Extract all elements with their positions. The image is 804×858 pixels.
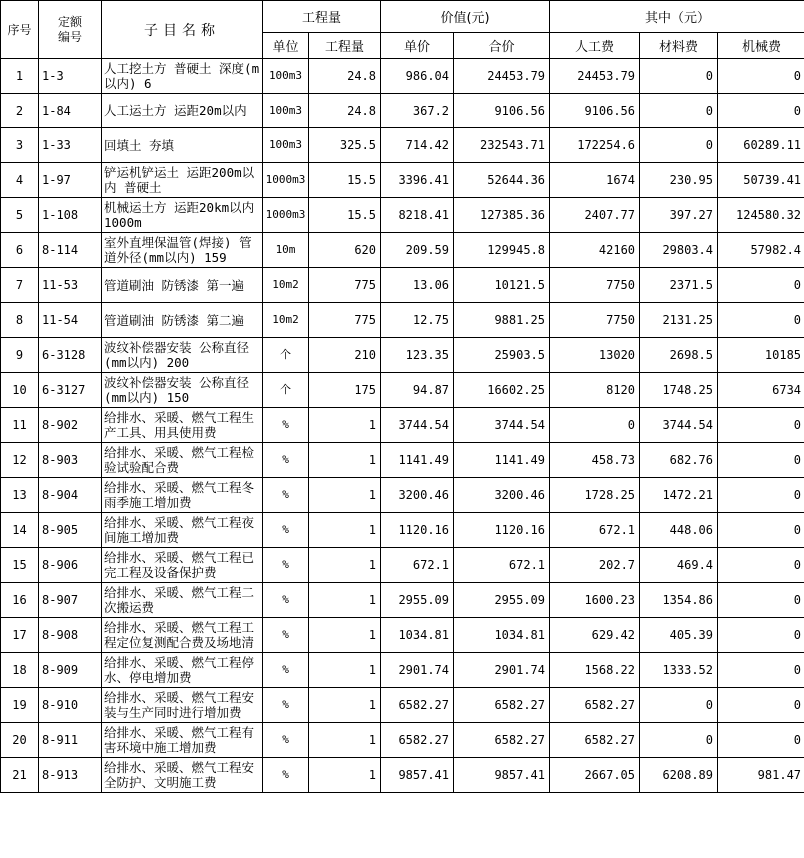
table-row	[1, 338, 804, 373]
row-seq: 7	[1, 268, 39, 303]
row-unit-text: 10m2	[272, 278, 299, 291]
table-row	[1, 408, 804, 443]
row-code: 8-911	[39, 723, 102, 758]
row-code: 8-907	[39, 583, 102, 618]
table-row	[1, 128, 804, 163]
row-unit	[263, 688, 309, 723]
row-labor: 6582.27	[550, 723, 640, 758]
row-item-name-text: 回填土 夯填	[104, 137, 175, 153]
row-code: 8-906	[39, 548, 102, 583]
row-item-name-text: 给排水、采暖、燃气工程安装与生产同时进行增加费	[104, 690, 255, 720]
row-quantity: 1	[309, 513, 381, 548]
row-item-name	[102, 513, 263, 548]
row-code: 8-902	[39, 408, 102, 443]
row-quantity: 210	[309, 338, 381, 373]
table-row	[1, 198, 804, 233]
row-unit-text: %	[282, 593, 289, 606]
row-item-name	[102, 338, 263, 373]
row-quantity: 1	[309, 583, 381, 618]
table-row	[1, 373, 804, 408]
row-labor: 1600.23	[550, 583, 640, 618]
table-row	[1, 443, 804, 478]
header-unit: 单位	[263, 33, 309, 59]
row-labor: 6582.27	[550, 688, 640, 723]
row-unit-text: %	[282, 488, 289, 501]
row-material: 2131.25	[640, 303, 718, 338]
row-item-name-text: 给排水、采暖、燃气工程已完工程及设备保护费	[104, 550, 255, 580]
row-item-name	[102, 618, 263, 653]
row-code: 1-97	[39, 163, 102, 198]
row-unit-price: 367.2	[381, 94, 454, 128]
row-unit	[263, 233, 309, 268]
row-code: 1-3	[39, 59, 102, 94]
row-code: 8-905	[39, 513, 102, 548]
row-unit	[263, 653, 309, 688]
row-seq: 17	[1, 618, 39, 653]
table-row	[1, 548, 804, 583]
row-unit-price: 672.1	[381, 548, 454, 583]
row-machine: 981.47	[718, 758, 804, 793]
row-machine: 0	[718, 583, 804, 618]
row-labor: 13020	[550, 338, 640, 373]
row-item-name	[102, 688, 263, 723]
row-unit-text: %	[282, 418, 289, 431]
table-row	[1, 653, 804, 688]
row-item-name	[102, 548, 263, 583]
row-labor: 629.42	[550, 618, 640, 653]
row-material: 1354.86	[640, 583, 718, 618]
table-row	[1, 688, 804, 723]
row-labor: 2667.05	[550, 758, 640, 793]
row-unit	[263, 758, 309, 793]
row-code: 8-913	[39, 758, 102, 793]
row-seq: 11	[1, 408, 39, 443]
row-seq: 8	[1, 303, 39, 338]
row-quantity: 24.8	[309, 59, 381, 94]
row-machine: 0	[718, 548, 804, 583]
row-total-price: 6582.27	[454, 723, 550, 758]
row-item-name	[102, 653, 263, 688]
row-total-price: 9857.41	[454, 758, 550, 793]
row-unit	[263, 373, 309, 408]
row-seq: 12	[1, 443, 39, 478]
row-total-price: 2955.09	[454, 583, 550, 618]
row-quantity: 325.5	[309, 128, 381, 163]
row-total-price: 232543.71	[454, 128, 550, 163]
row-unit	[263, 723, 309, 758]
row-machine: 0	[718, 303, 804, 338]
row-code: 11-53	[39, 268, 102, 303]
row-material: 682.76	[640, 443, 718, 478]
row-item-name-text: 给排水、采暖、燃气工程冬雨季施工增加费	[104, 480, 255, 510]
header-breakdown-group: 其中（元）	[550, 1, 804, 33]
row-labor: 172254.6	[550, 128, 640, 163]
row-item-name	[102, 233, 263, 268]
row-seq: 4	[1, 163, 39, 198]
header-seq: 序号	[1, 1, 39, 59]
row-machine: 0	[718, 268, 804, 303]
row-unit	[263, 443, 309, 478]
header-labor: 人工费	[550, 33, 640, 59]
row-quantity: 620	[309, 233, 381, 268]
table-row	[1, 723, 804, 758]
row-quantity: 1	[309, 653, 381, 688]
row-machine: 60289.11	[718, 128, 804, 163]
row-unit-price: 94.87	[381, 373, 454, 408]
table-row	[1, 59, 804, 94]
table-row	[1, 758, 804, 793]
header-total-price: 合价	[454, 33, 550, 59]
table-row	[1, 303, 804, 338]
row-code: 8-904	[39, 478, 102, 513]
row-labor: 2407.77	[550, 198, 640, 233]
row-item-name-text: 机械运土方 运距20km以内 1000m	[104, 200, 255, 230]
header-quantity-group: 工程量	[263, 1, 381, 33]
row-total-price: 1141.49	[454, 443, 550, 478]
row-seq: 6	[1, 233, 39, 268]
row-unit	[263, 303, 309, 338]
table-row	[1, 583, 804, 618]
row-quantity: 1	[309, 478, 381, 513]
row-quantity: 1	[309, 723, 381, 758]
row-item-name	[102, 373, 263, 408]
row-labor: 7750	[550, 268, 640, 303]
row-seq: 18	[1, 653, 39, 688]
table-row	[1, 233, 804, 268]
row-labor: 7750	[550, 303, 640, 338]
row-unit	[263, 59, 309, 94]
table-row	[1, 478, 804, 513]
row-item-name-text: 给排水、采暖、燃气工程停水、停电增加费	[104, 655, 255, 685]
row-unit-text: %	[282, 453, 289, 466]
row-code: 8-114	[39, 233, 102, 268]
row-labor: 458.73	[550, 443, 640, 478]
row-material: 0	[640, 94, 718, 128]
row-machine: 6734	[718, 373, 804, 408]
row-unit	[263, 548, 309, 583]
row-machine: 0	[718, 723, 804, 758]
row-code: 1-108	[39, 198, 102, 233]
row-material: 0	[640, 723, 718, 758]
row-material: 1748.25	[640, 373, 718, 408]
row-quantity: 15.5	[309, 163, 381, 198]
row-code: 8-903	[39, 443, 102, 478]
row-material: 29803.4	[640, 233, 718, 268]
row-unit-text: 10m	[275, 243, 296, 256]
row-unit	[263, 94, 309, 128]
table-row	[1, 268, 804, 303]
row-machine: 0	[718, 618, 804, 653]
row-material: 397.27	[640, 198, 718, 233]
row-quantity: 175	[309, 373, 381, 408]
table-row	[1, 163, 804, 198]
row-unit-text: 1000m3	[265, 173, 306, 186]
row-code: 6-3127	[39, 373, 102, 408]
row-item-name-text: 给排水、采暖、燃气工程生产工具、用具使用费	[104, 410, 255, 440]
row-total-price: 24453.79	[454, 59, 550, 94]
row-machine: 0	[718, 513, 804, 548]
header-code-line1: 定额	[57, 14, 82, 29]
row-total-price: 9881.25	[454, 303, 550, 338]
row-unit-text: 100m3	[268, 69, 303, 82]
row-unit-price: 1141.49	[381, 443, 454, 478]
row-unit-price: 3744.54	[381, 408, 454, 443]
row-code: 6-3128	[39, 338, 102, 373]
row-quantity: 1	[309, 548, 381, 583]
row-labor: 1728.25	[550, 478, 640, 513]
row-item-name-text: 室外直埋保温管(焊接) 管道外径(mm以内) 159	[104, 235, 252, 265]
row-labor: 1674	[550, 163, 640, 198]
row-quantity: 1	[309, 443, 381, 478]
row-item-name	[102, 94, 263, 128]
row-item-name	[102, 59, 263, 94]
row-item-name-text: 人工挖土方 普硬土 深度(m以内) 6	[104, 61, 260, 91]
row-item-name	[102, 198, 263, 233]
row-seq: 16	[1, 583, 39, 618]
header-code	[39, 1, 102, 59]
row-item-name-text: 给排水、采暖、燃气工程夜间施工增加费	[104, 515, 255, 545]
row-item-name	[102, 268, 263, 303]
row-labor: 8120	[550, 373, 640, 408]
row-quantity: 1	[309, 688, 381, 723]
row-code: 8-908	[39, 618, 102, 653]
table-row	[1, 94, 804, 128]
row-seq: 3	[1, 128, 39, 163]
header-unit-price: 单价	[381, 33, 454, 59]
row-material: 469.4	[640, 548, 718, 583]
row-seq: 2	[1, 94, 39, 128]
row-material: 1472.21	[640, 478, 718, 513]
row-seq: 15	[1, 548, 39, 583]
row-total-price: 6582.27	[454, 688, 550, 723]
row-unit-price: 209.59	[381, 233, 454, 268]
row-code: 1-33	[39, 128, 102, 163]
row-seq: 13	[1, 478, 39, 513]
row-material: 0	[640, 688, 718, 723]
row-unit-text: %	[282, 768, 289, 781]
row-total-price: 16602.25	[454, 373, 550, 408]
row-material: 6208.89	[640, 758, 718, 793]
row-code: 8-909	[39, 653, 102, 688]
header-code-line2: 编号	[57, 29, 82, 44]
row-labor: 0	[550, 408, 640, 443]
row-item-name	[102, 478, 263, 513]
row-unit-price: 8218.41	[381, 198, 454, 233]
row-unit-text: 个	[280, 383, 291, 396]
row-machine: 0	[718, 478, 804, 513]
row-unit-price: 6582.27	[381, 688, 454, 723]
row-unit-price: 13.06	[381, 268, 454, 303]
row-machine: 57982.4	[718, 233, 804, 268]
row-item-name-text: 管道刷油 防锈漆 第一遍	[104, 277, 245, 293]
row-material: 3744.54	[640, 408, 718, 443]
row-unit-price: 986.04	[381, 59, 454, 94]
row-unit-text: %	[282, 523, 289, 536]
row-unit-text: %	[282, 663, 289, 676]
row-total-price: 672.1	[454, 548, 550, 583]
row-total-price: 9106.56	[454, 94, 550, 128]
row-seq: 5	[1, 198, 39, 233]
row-item-name	[102, 583, 263, 618]
row-unit-text: 100m3	[268, 138, 303, 151]
row-labor: 1568.22	[550, 653, 640, 688]
row-seq: 14	[1, 513, 39, 548]
row-quantity: 1	[309, 758, 381, 793]
row-labor: 42160	[550, 233, 640, 268]
row-unit-text: 1000m3	[265, 208, 306, 221]
row-unit	[263, 408, 309, 443]
row-unit-price: 3396.41	[381, 163, 454, 198]
row-total-price: 10121.5	[454, 268, 550, 303]
row-total-price: 129945.8	[454, 233, 550, 268]
row-item-name-text: 铲运机铲运土 运距200m以内 普硬土	[104, 165, 255, 195]
header-material: 材料费	[640, 33, 718, 59]
row-unit	[263, 338, 309, 373]
row-seq: 20	[1, 723, 39, 758]
row-labor: 24453.79	[550, 59, 640, 94]
row-unit-price: 12.75	[381, 303, 454, 338]
row-item-name-text: 给排水、采暖、燃气工程二次搬运费	[104, 585, 255, 615]
row-unit-price: 6582.27	[381, 723, 454, 758]
header-item-name: 子目名称	[102, 1, 263, 59]
row-item-name-text: 给排水、采暖、燃气工程检验试验配合费	[104, 445, 255, 475]
row-material: 2371.5	[640, 268, 718, 303]
row-machine: 124580.32	[718, 198, 804, 233]
row-total-price: 52644.36	[454, 163, 550, 198]
row-item-name-text: 给排水、采暖、燃气工程安全防护、文明施工费	[104, 760, 255, 790]
row-unit	[263, 198, 309, 233]
row-seq: 1	[1, 59, 39, 94]
table-row	[1, 618, 804, 653]
row-quantity: 1	[309, 408, 381, 443]
row-item-name	[102, 758, 263, 793]
row-machine: 10185	[718, 338, 804, 373]
row-unit-text: 100m3	[268, 103, 303, 117]
row-item-name	[102, 408, 263, 443]
row-quantity: 15.5	[309, 198, 381, 233]
row-item-name-text: 管道刷油 防锈漆 第二遍	[104, 312, 245, 328]
row-item-name	[102, 303, 263, 338]
row-seq: 21	[1, 758, 39, 793]
row-material: 230.95	[640, 163, 718, 198]
row-quantity: 24.8	[309, 94, 381, 128]
row-machine: 50739.41	[718, 163, 804, 198]
row-unit-price: 1034.81	[381, 618, 454, 653]
row-unit	[263, 618, 309, 653]
row-item-name	[102, 128, 263, 163]
row-unit	[263, 513, 309, 548]
row-item-name	[102, 443, 263, 478]
row-unit-price: 1120.16	[381, 513, 454, 548]
row-unit-text: %	[282, 558, 289, 571]
row-machine: 0	[718, 59, 804, 94]
row-material: 1333.52	[640, 653, 718, 688]
row-unit-text: %	[282, 628, 289, 641]
row-unit	[263, 128, 309, 163]
row-material: 405.39	[640, 618, 718, 653]
row-total-price: 3744.54	[454, 408, 550, 443]
row-seq: 19	[1, 688, 39, 723]
row-total-price: 127385.36	[454, 198, 550, 233]
row-item-name-text: 波纹补偿器安装 公称直径(mm以内) 150	[104, 375, 250, 405]
row-quantity: 775	[309, 268, 381, 303]
row-material: 448.06	[640, 513, 718, 548]
row-machine: 0	[718, 688, 804, 723]
row-unit-text: 个	[280, 348, 291, 361]
row-unit	[263, 583, 309, 618]
row-machine: 0	[718, 653, 804, 688]
row-seq: 10	[1, 373, 39, 408]
row-unit	[263, 163, 309, 198]
row-material: 0	[640, 128, 718, 163]
row-total-price: 3200.46	[454, 478, 550, 513]
header-machine: 机械费	[718, 33, 804, 59]
row-material: 2698.5	[640, 338, 718, 373]
table-row	[1, 513, 804, 548]
row-code: 11-54	[39, 303, 102, 338]
row-quantity: 775	[309, 303, 381, 338]
row-item-name	[102, 723, 263, 758]
row-seq: 9	[1, 338, 39, 373]
row-total-price: 1120.16	[454, 513, 550, 548]
table-header	[1, 1, 804, 59]
table-body	[1, 59, 804, 793]
row-item-name-text: 波纹补偿器安装 公称直径(mm以内) 200	[104, 340, 250, 370]
header-value-group: 价值(元)	[381, 1, 550, 33]
row-unit-price: 714.42	[381, 128, 454, 163]
row-unit-text: %	[282, 733, 289, 746]
row-labor: 9106.56	[550, 94, 640, 128]
header-quantity: 工程量	[309, 33, 381, 59]
row-item-name-text: 给排水、采暖、燃气工程有害环境中施工增加费	[104, 725, 255, 755]
row-machine: 0	[718, 94, 804, 128]
row-total-price: 25903.5	[454, 338, 550, 373]
row-unit	[263, 478, 309, 513]
row-labor: 202.7	[550, 548, 640, 583]
row-code: 1-84	[39, 94, 102, 128]
row-unit-price: 9857.41	[381, 758, 454, 793]
row-item-name	[102, 163, 263, 198]
row-total-price: 1034.81	[454, 618, 550, 653]
row-quantity: 1	[309, 618, 381, 653]
row-machine: 0	[718, 443, 804, 478]
row-code: 8-910	[39, 688, 102, 723]
row-unit-text: 10m2	[272, 313, 299, 326]
row-item-name-text: 给排水、采暖、燃气工程工程定位复测配合费及场地清	[104, 619, 255, 650]
row-labor: 672.1	[550, 513, 640, 548]
row-unit-price: 123.35	[381, 338, 454, 373]
row-item-name-text: 人工运土方 运距20m以内	[104, 103, 247, 118]
row-unit-price: 2901.74	[381, 653, 454, 688]
row-unit-price: 2955.09	[381, 583, 454, 618]
row-machine: 0	[718, 408, 804, 443]
row-material: 0	[640, 59, 718, 94]
row-unit-price: 3200.46	[381, 478, 454, 513]
row-unit	[263, 268, 309, 303]
row-unit-text: %	[282, 698, 289, 711]
row-total-price: 2901.74	[454, 653, 550, 688]
